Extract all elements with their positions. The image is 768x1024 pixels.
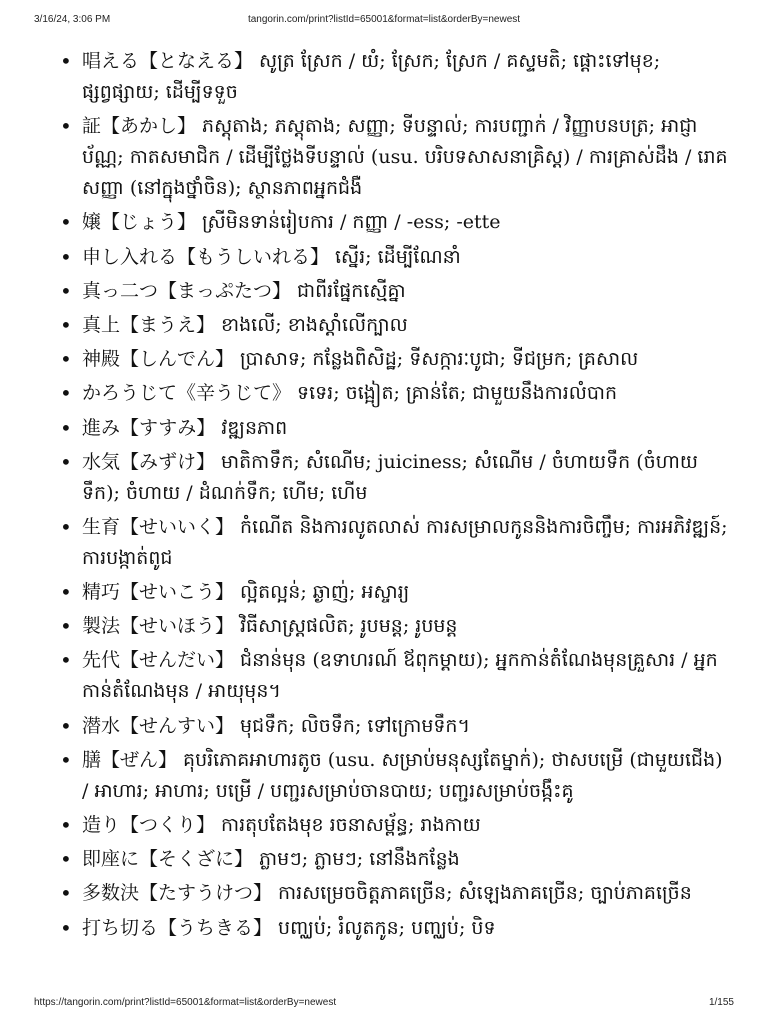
entry-meaning: ល្អិតល្អន់; ឆ្ងាញ់; អស្ចារ្យ	[240, 581, 410, 604]
entry-word: 造り【つくり】	[82, 814, 216, 836]
entry-word: 申し入れる【もうしいれる】	[82, 245, 330, 268]
entry-meaning: ភស្តុតាង; ភស្តុតាង; សញ្ញា; ទីបន្ទាល់; ការបញ្ជាក់ / វិញ្ញាបនបត្រ; អាជ្ញាប័ណ្ណ; កាតសមាជិក / ដើម្បីថ្លែងទីបន្ទាល់ (usu. បរិបទសាសនាគ្រិស្ត) / ការគ្រាស់ដឹង / រោគសញ្ញា (នៅក្នុងថ្នាំចិន); ស្ថានភាពអ្នកជំងឺ	[82, 115, 728, 200]
entry-meaning: ស្នើរ; ដើម្បីណែនាំ	[335, 245, 461, 268]
list-item	[60, 512, 732, 574]
list-item	[60, 745, 732, 807]
page-number: 1/155	[708, 997, 734, 1008]
list-item	[60, 913, 732, 944]
entry-word: かろうじて《辛うじて》	[82, 382, 292, 405]
entry-meaning: មាតិកាទឹក; សំណើម; juiciness; សំណើម / ចំហាយទឹក (ចំហាយទឹក); ចំហាយ / ដំណក់ទឹក; ហើម; ហើម	[82, 450, 698, 504]
entry-word: 先代【せんだい】	[82, 649, 235, 672]
list-item	[60, 111, 732, 204]
entry-word: 嬢【じょう】	[82, 211, 197, 234]
entry-word: 製法【せいほう】	[82, 615, 235, 638]
list-item	[60, 447, 732, 509]
list-item	[60, 413, 732, 444]
list-item	[60, 844, 732, 875]
list-item	[60, 344, 732, 375]
entry-word: 打ち切る【うちきる】	[82, 916, 273, 939]
entry-meaning: ស្រីមិនទាន់រៀបការ / កញ្ញា / -ess; -ette	[202, 211, 501, 234]
entry-word: 即座に【そくざに】	[82, 848, 254, 871]
entry-meaning: ជំនាន់មុន (ឧទាហរណ៍ ឪពុកម្ដាយ); អ្នកកាន់តំណែងមុនគ្រួសារ / អ្នកកាន់តំណែងមុន / អាយុមុន។	[82, 649, 718, 703]
vocabulary-list	[60, 46, 732, 947]
list-item	[60, 878, 732, 909]
entry-meaning: សូត្រ ស្រែក / យំ; ស្រែក; ស្រែក / គស្ទមតិ; ផ្ដោះទៅមុខ; ផ្សព្វផ្សាយ; ដើម្បីទទួច	[82, 50, 661, 103]
entry-meaning: មុជទឹក; លិចទឹក; ទៅក្រោមទឹក។	[240, 714, 471, 737]
entry-meaning: ការសម្រេចចិត្តភាគច្រើន; សំឡេងភាគច្រើន; ច្បាប់ភាគច្រើន	[278, 882, 692, 905]
entry-meaning: គុបរិភោគអាហារតូច (usu. សម្រាប់មនុស្សតែម្នាក់); ថាសបម្រើ (ជាមួយជើង) / អាហារ; អាហារ; បម្រើ / បញ្ជរសម្រាប់ចានបាយ; បញ្ជរសម្រាប់ចង្កឹះគូ	[82, 748, 723, 802]
entry-word: 水気【みずけ】	[82, 450, 216, 473]
list-item	[60, 810, 732, 841]
list-item	[60, 378, 732, 409]
entry-word: 真上【まうえ】	[82, 313, 216, 336]
entry-word: 精巧【せいこう】	[82, 581, 235, 604]
print-page-title: tangorin.com/print?listId=65001&format=list&orderBy=newest	[247, 14, 521, 25]
list-item	[60, 711, 732, 742]
list-item	[60, 577, 732, 608]
entry-meaning: ខាងលើ; ខាងស្ដាំលើក្បាល	[221, 313, 408, 336]
entry-meaning: បញ្ឈប់; រំលូតកូន; បញ្ឈប់; បិទ	[278, 916, 496, 939]
list-item	[60, 611, 732, 642]
list-item	[60, 46, 732, 108]
entry-word: 膳【ぜん】	[82, 748, 178, 771]
entry-meaning: ភ្លាមៗ; ភ្លាមៗ; នៅនឹងកន្លែង	[259, 848, 460, 871]
entry-word: 多数決【たすうけつ】	[82, 882, 273, 905]
entry-word: 証【あかし】	[82, 115, 197, 138]
list-item	[60, 276, 732, 307]
list-item	[60, 645, 732, 707]
entry-meaning: ជាពីរផ្នែកស្មើគ្នា	[297, 279, 406, 302]
list-item	[60, 242, 732, 273]
entry-word: 神殿【しんでん】	[82, 348, 235, 371]
entry-meaning: ប្រាសាទ; កន្លែងពិសិដ្ឋ; ទីសក្ការៈបូជា; ទីជម្រក; គ្រសាល	[240, 348, 639, 371]
entry-meaning: វិធីសាស្រ្តផលិត; រូបមន្ត; រូបមន្ត	[240, 615, 458, 638]
print-datetime: 3/16/24, 3:06 PM	[34, 14, 111, 25]
print-url: https://tangorin.com/print?listId=65001&format=list&orderBy=newest	[34, 997, 337, 1008]
entry-word: 生育【せいいく】	[82, 515, 235, 538]
entry-meaning: កំណើត និងការលូតលាស់ ការសម្រាលកូននិងការចិញ្ចឹម; ការអភិវឌ្ឍន៍; ការបង្កាត់ពូជ	[82, 515, 728, 569]
entry-word: 唱える【となえる】	[82, 50, 254, 72]
list-item	[60, 207, 732, 238]
entry-word: 潜水【せんすい】	[82, 714, 235, 737]
entry-meaning: វឌ្ឍនភាព	[221, 416, 288, 439]
entry-meaning: ការតុបតែងមុខ រចនាសម្ព័ន្ធ; រាងកាយ	[221, 814, 481, 836]
entry-word: 真っ二つ【まっぷたつ】	[82, 279, 292, 302]
entry-meaning: ទទេរ; ចង្អៀត; គ្រាន់តែ; ជាមួយនឹងការលំបាក	[297, 382, 618, 405]
list-item	[60, 310, 732, 341]
entry-word: 進み【すすみ】	[82, 416, 216, 439]
